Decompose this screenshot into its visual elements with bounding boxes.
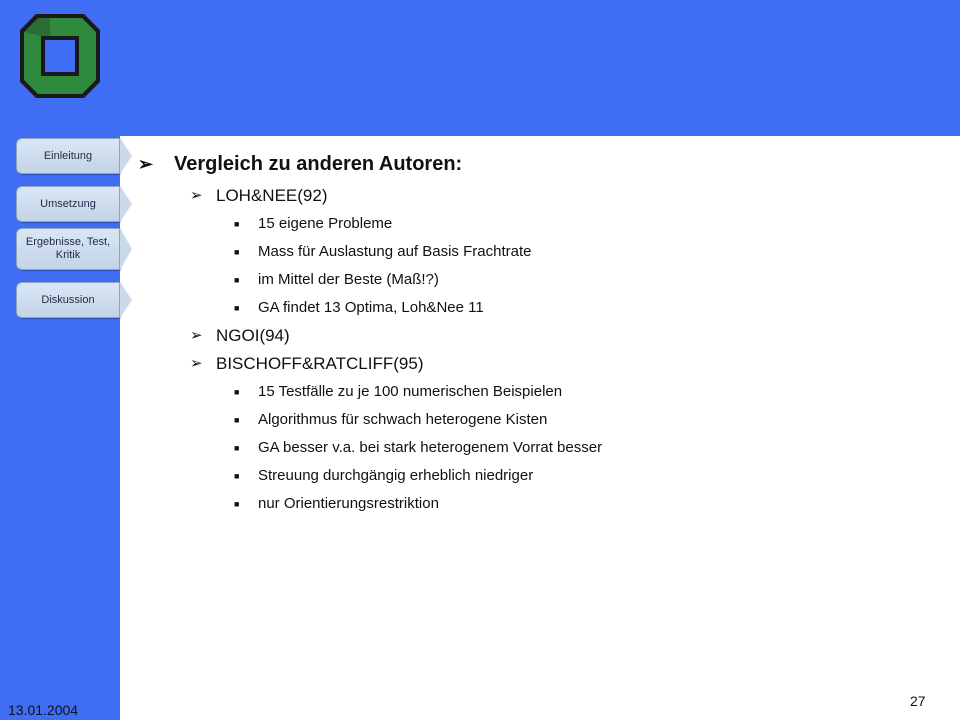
bullet-level2 [138, 322, 938, 350]
bullet-text: 15 eigene Probleme [258, 215, 393, 232]
nav-label: Diskussion [41, 293, 95, 306]
bullet-level3 [138, 406, 938, 434]
square-bullet-icon: ■ [234, 499, 240, 509]
nav-einleitung-button[interactable] [16, 138, 120, 174]
bullet-text: nur Orientierungsrestriktion [258, 495, 439, 512]
bullet-level3 [138, 294, 938, 322]
arrow-bullet-icon: ➢ [138, 154, 154, 174]
nav-label: Umsetzung [40, 197, 96, 210]
nav-umsetzung-button[interactable] [16, 186, 120, 222]
bullet-level3 [138, 266, 938, 294]
square-bullet-icon: ■ [234, 303, 240, 313]
nav-ergebnisse-button[interactable] [16, 228, 120, 270]
bullet-text: im Mittel der Beste (Maß!?) [258, 271, 439, 288]
bullet-level2 [138, 182, 938, 210]
bullet-text: GA findet 13 Optima, Loh&Nee 11 [258, 299, 484, 316]
university-logo-icon [20, 14, 100, 98]
nav-label: Einleitung [43, 149, 93, 162]
bullet-level3 [138, 434, 938, 462]
heading-text: Vergleich zu anderen Autoren: [174, 153, 463, 175]
slide-content [138, 146, 938, 518]
square-bullet-icon: ■ [234, 247, 240, 257]
bullet-text: 15 Testfälle zu je 100 numerischen Beispielen [258, 383, 563, 400]
bullet-level3 [138, 378, 938, 406]
square-bullet-icon: ■ [234, 471, 240, 481]
square-bullet-icon: ■ [234, 219, 240, 229]
bullet-text: BISCHOFF&RATCLIFF(95) [216, 354, 424, 373]
arrow-bullet-icon: ➢ [190, 355, 203, 372]
bullet-level3 [138, 210, 938, 238]
bullet-level2 [138, 350, 938, 378]
bullet-level3 [138, 238, 938, 266]
bullet-text: Streuung durchgängig erheblich niedriger [258, 467, 534, 484]
bullet-text: GA besser v.a. bei stark heterogenem Vorrat besser [258, 439, 603, 456]
bullet-text: NGOI(94) [216, 326, 290, 345]
arrow-bullet-icon: ➢ [190, 187, 203, 204]
square-bullet-icon: ■ [234, 275, 240, 285]
sidebar-band [0, 0, 120, 720]
nav-label: Ergebnisse, Test, Kritik [25, 236, 111, 261]
header-band [0, 0, 960, 136]
square-bullet-icon: ■ [234, 387, 240, 397]
slide-heading [138, 146, 938, 182]
bullet-text: Algorithmus für schwach heterogene Kisten [258, 411, 548, 428]
bullet-level3 [138, 462, 938, 490]
bullet-level3 [138, 490, 938, 518]
nav-diskussion-button[interactable] [16, 282, 120, 318]
footer-date: 13.01.2004 [8, 702, 79, 718]
bullet-text: Mass für Auslastung auf Basis Frachtrate [258, 243, 532, 260]
page-number: 27 [910, 693, 926, 709]
bullet-text: LOH&NEE(92) [216, 186, 328, 205]
arrow-bullet-icon: ➢ [190, 327, 203, 344]
square-bullet-icon: ■ [234, 415, 240, 425]
square-bullet-icon: ■ [234, 443, 240, 453]
